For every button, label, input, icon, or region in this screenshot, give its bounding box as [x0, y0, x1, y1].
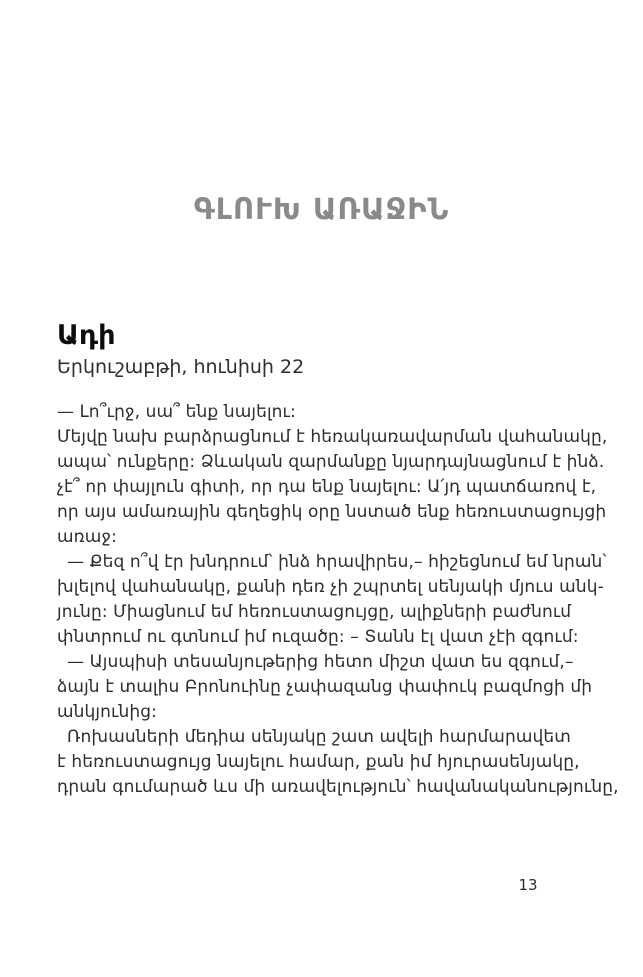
text-line: փնտրում ու գտնում իմ ուզածը: – Տանն էլ վատ չէի զգում:	[57, 627, 579, 647]
text-line: անկյունից:	[57, 702, 157, 722]
text-line: — Այսպիսի տեսանյութերից հետո միշտ վատ ես զգում,–	[67, 652, 574, 672]
text-line: ապա՝ ունքերը: Ձևական զարմանքը նյարդայնացնում է ինձ.	[57, 452, 605, 472]
text-line: առաջ:	[57, 527, 117, 547]
text-line: չէ՞ որ փայլուն գիտի, որ դա ենք նայելու: Ա՛յդ պատճառով է,	[57, 477, 597, 497]
body-text	[57, 400, 619, 800]
text-line: — Լո՞ւրջ, սա՞ ենք նայելու:	[57, 402, 296, 422]
chapter-heading: ԳԼՈՒԽ ԱՌԱՋԻՆ	[193, 192, 450, 226]
text-line: դրան գումարած ևս մի առավելություն՝ հավանականությունը,	[57, 777, 619, 797]
text-line: է հեռուստացույց նայելու համար, քան իմ հյուրասենյակը,	[57, 752, 580, 772]
page-number: 13	[518, 876, 538, 894]
text-line: ձայն է տալիս Բրոնուինը չափազանց փափուկ բազմոցի մի	[57, 677, 593, 697]
text-line: Մեյվը նախ բարձրացնում է հեռակառավարման վահանակը,	[57, 427, 608, 447]
section-title: Ադի	[57, 320, 116, 351]
text-line: յունը: Միացնում եմ հեռուստացույցը, ալիքների բաժնում	[57, 602, 572, 622]
text-line: խլելով վահանակը, քանի դեռ չի շպրտել սենյակի մյուս անկ-	[57, 577, 604, 597]
text-line: Ռոխասների մեդիա սենյակը շատ ավելի հարմարավետ	[67, 727, 571, 747]
text-line: որ այս ամառային գեղեցիկ օրը նստած ենք հեռուստացույցի	[57, 502, 607, 522]
text-line: — Քեզ ո՞վ էր խնդրում՝ ինձ հրավիրես,– հիշեցնում եմ նրան՝	[67, 552, 607, 572]
section-subtitle: Երկուշաբթի, հունիսի 22	[57, 356, 305, 378]
